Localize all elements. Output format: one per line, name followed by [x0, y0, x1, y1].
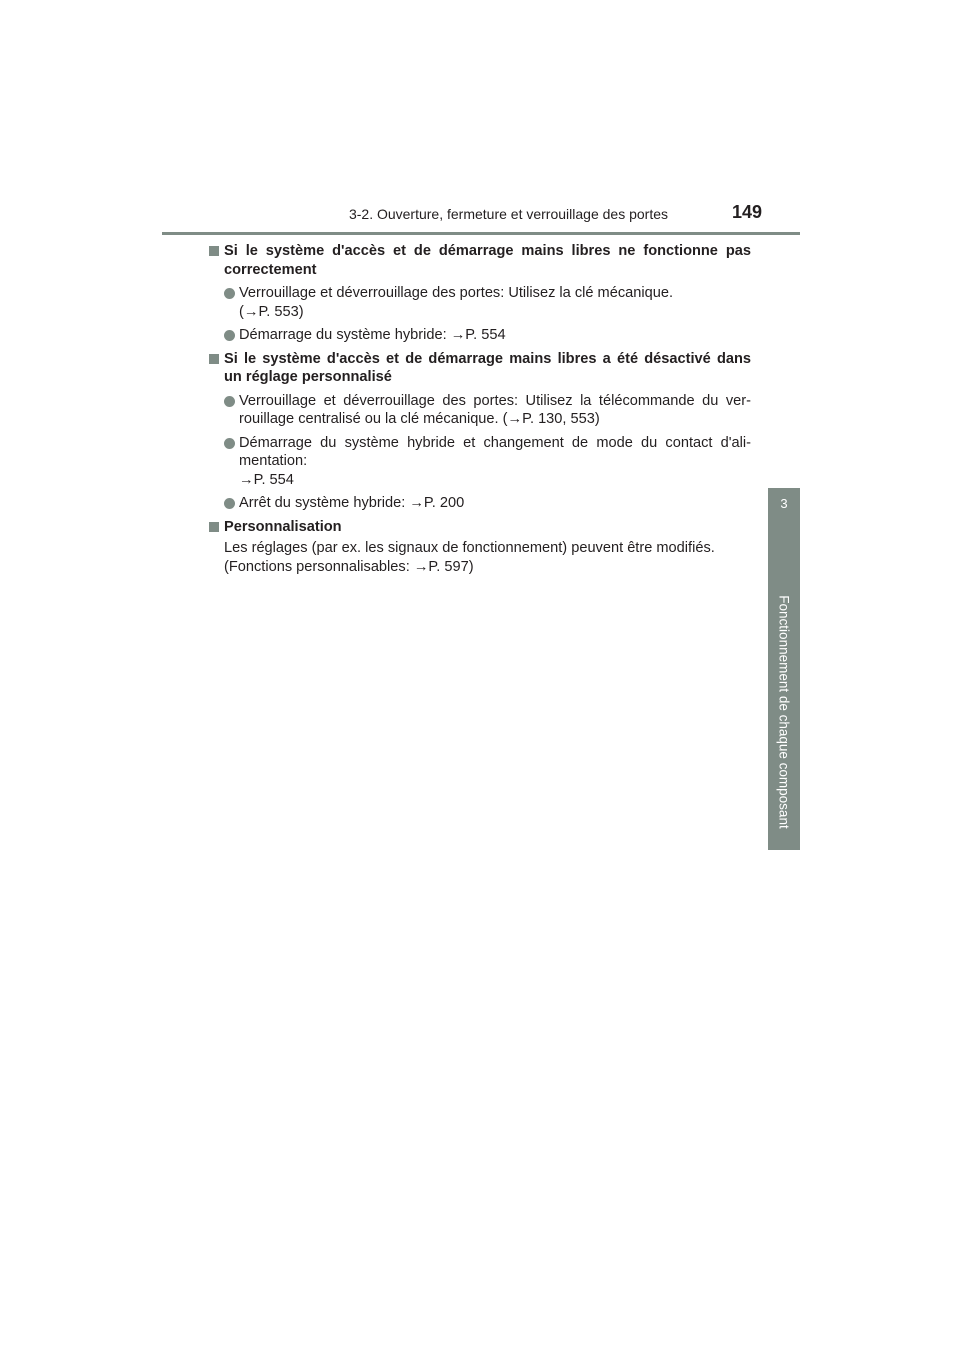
- round-bullet-icon: [224, 288, 235, 299]
- list-item: Verrouillage et déverrouillage des portes: Utilisez la télécommande du ver- rouillage centralisé ou la clé mécanique. (→P. 130, 553): [224, 392, 751, 429]
- section-heading: Si le système d'accès et de démarrage mains libres a été désactivé dans un réglage personnalisé: [224, 350, 751, 385]
- header-divider: [162, 232, 800, 235]
- running-header-section-title: 3-2. Ouverture, fermeture et verrouillage des portes: [348, 206, 668, 222]
- square-bullet-icon: [209, 246, 219, 256]
- round-bullet-icon: [224, 396, 235, 407]
- chapter-title: Fonctionnement de chaque composant: [776, 595, 792, 829]
- round-bullet-icon: [224, 498, 235, 509]
- section-heading: Si le système d'accès et de démarrage mains libres ne fonctionne pas correctement: [224, 243, 751, 278]
- section-body: Les réglages (par ex. les signaux de fonctionnement) peuvent être modifiés. (Fonctions personnalisables: →P. 597): [224, 540, 715, 575]
- section-heading: Personnalisation: [224, 518, 342, 535]
- section-personalization: [209, 518, 751, 577]
- list-item: Démarrage du système hybride et changement de mode du contact d'ali- mentation: →P. 554: [224, 434, 751, 490]
- list-item: Démarrage du système hybride: →P. 554: [224, 326, 751, 345]
- section-malfunction: [209, 242, 751, 345]
- square-bullet-icon: [209, 522, 219, 532]
- page-content: [209, 242, 751, 576]
- list-item: Arrêt du système hybride: →P. 200: [224, 494, 751, 513]
- chapter-number: 3: [780, 496, 788, 511]
- square-bullet-icon: [209, 354, 219, 364]
- round-bullet-icon: [224, 330, 235, 341]
- chapter-side-tab: [768, 488, 800, 850]
- round-bullet-icon: [224, 438, 235, 449]
- list-item: Verrouillage et déverrouillage des portes: Utilisez la clé mécanique. (→P. 553): [224, 284, 751, 321]
- section-disabled-customization: [209, 350, 751, 513]
- page-number: 149: [731, 202, 762, 222]
